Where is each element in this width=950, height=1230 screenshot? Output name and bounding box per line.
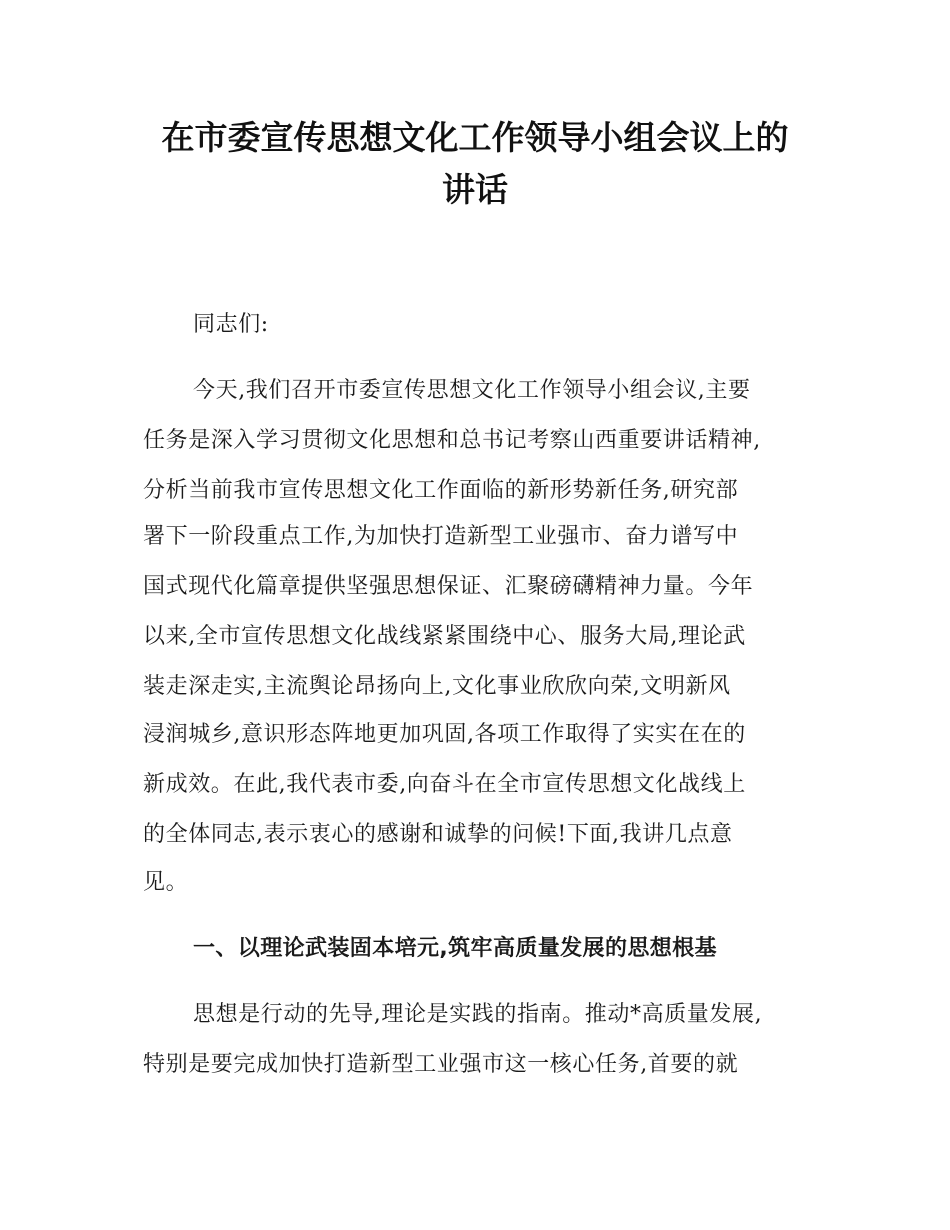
document-title bbox=[0, 112, 950, 216]
paragraph-line: 思想是行动的先导,理论是实践的指南。推动*高质量发展, bbox=[193, 1002, 763, 1027]
paragraph-line: 分析当前我市宣传思想文化工作面临的新形势新任务,研究部 bbox=[143, 478, 739, 503]
paragraph-line: 以来,全市宣传思想文化战线紧紧围绕中心、服务大局,理论武 bbox=[143, 624, 746, 649]
title-line-2: 讲话 bbox=[442, 170, 508, 209]
salutation: 同志们: bbox=[193, 312, 269, 337]
paragraph-line: 特别是要完成加快打造新型工业强市这一核心任务,首要的就 bbox=[143, 1052, 739, 1077]
paragraph-line: 见。 bbox=[143, 870, 189, 895]
paragraph-line: 国式现代化篇章提供坚强思想保证、汇聚磅礴精神力量。今年 bbox=[143, 574, 754, 599]
section-heading-1: 一、以理论武装固本培元,筑牢高质量发展的思想根基 bbox=[193, 936, 717, 961]
paragraph-line: 的全体同志,表示衷心的感谢和诚挚的问候!下面,我讲几点意 bbox=[143, 822, 733, 847]
paragraph-line: 今天,我们召开市委宣传思想文化工作领导小组会议,主要 bbox=[193, 378, 751, 403]
paragraph-line: 任务是深入学习贯彻文化思想和总书记考察山西重要讲话精神, bbox=[143, 428, 761, 453]
paragraph-line: 署下一阶段重点工作,为加快打造新型工业强市、奋力谱写中 bbox=[143, 524, 739, 549]
paragraph-line: 新成效。在此,我代表市委,向奋斗在全市宣传思想文化战线上 bbox=[143, 772, 746, 797]
paragraph-line: 浸润城乡,意识形态阵地更加巩固,各项工作取得了实实在在的 bbox=[143, 722, 746, 747]
paragraph-line: 装走深走实,主流舆论昂扬向上,文化事业欣欣向荣,文明新风 bbox=[143, 674, 731, 699]
title-line-1: 在市委宣传思想文化工作领导小组会议上的 bbox=[161, 118, 789, 157]
